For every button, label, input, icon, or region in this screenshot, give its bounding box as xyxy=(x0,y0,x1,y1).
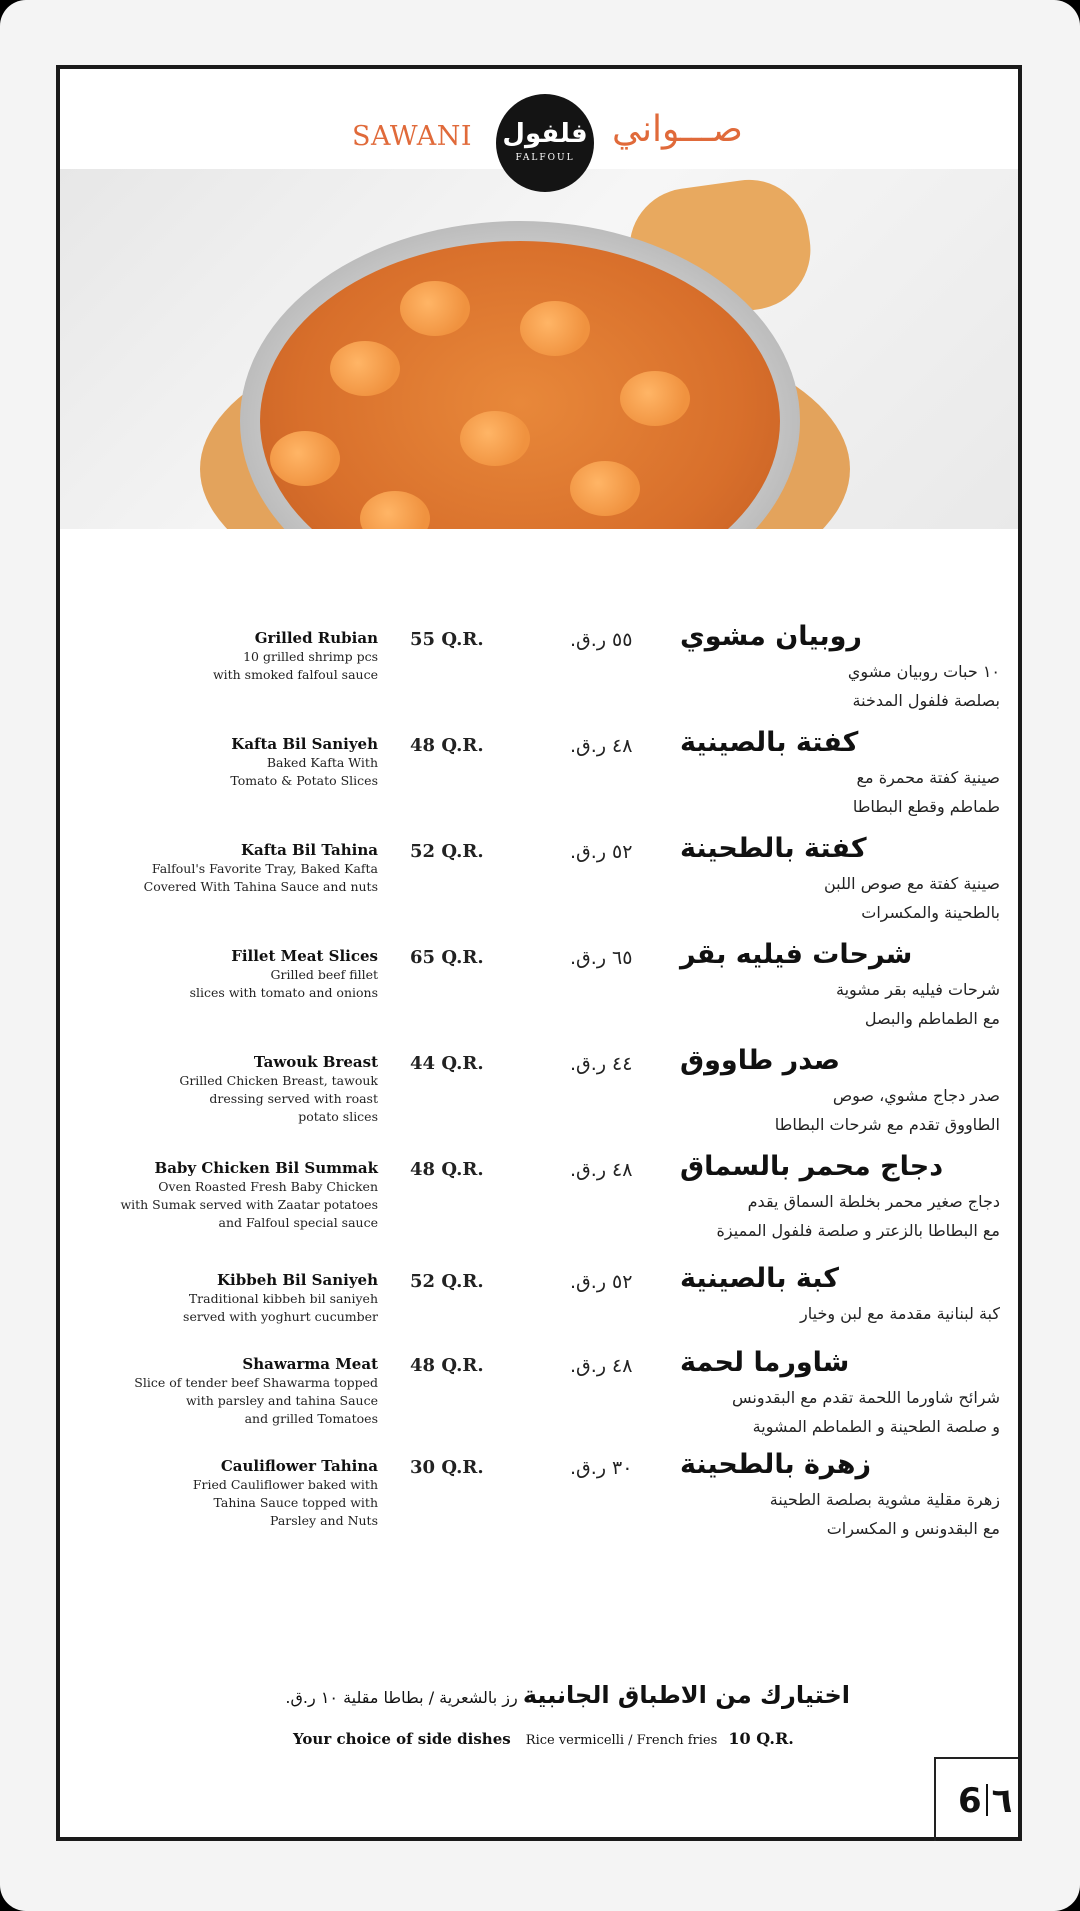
item-desc-en: Baked Kafta With Tomato & Potato Slices xyxy=(230,755,378,788)
item-price-ar: ٦٥ ر.ق. xyxy=(570,947,633,969)
item-name-ar: شاورما لحمة xyxy=(680,1347,850,1378)
item-name-ar: كبة بالصينية xyxy=(680,1263,839,1294)
item-price-en: 30 Q.R. xyxy=(410,1457,484,1478)
page-number-en: 6 xyxy=(958,1781,982,1821)
page-number xyxy=(958,1781,1012,1821)
menu-frame xyxy=(56,65,1022,1841)
item-price-ar: ٤٨ ر.ق. xyxy=(570,1159,633,1181)
item-name-en: Cauliflower Tahina xyxy=(220,1457,378,1475)
item-price-en: 48 Q.R. xyxy=(410,735,484,756)
shrimp-piece xyxy=(270,431,340,486)
item-price-en: 52 Q.R. xyxy=(410,841,484,862)
item-name-en: Kibbeh Bil Saniyeh xyxy=(216,1271,378,1289)
item-name-ar: روبيان مشوي xyxy=(680,621,862,652)
item-desc-en: Oven Roasted Fresh Baby Chicken with Sumak served with Zaatar potatoes and Falfoul special sauce xyxy=(120,1179,378,1230)
item-desc-ar: صينية كفتة مع صوص اللبن بالطحينة والمكسرات xyxy=(823,874,1000,922)
page-number-box xyxy=(934,1757,1018,1841)
item-desc-en: Grilled beef fillet slices with tomato and onions xyxy=(189,967,378,1000)
item-price-ar: ٥٢ ر.ق. xyxy=(570,841,633,863)
shrimp-piece xyxy=(620,371,690,426)
item-price-ar: ٤٨ ر.ق. xyxy=(570,1355,633,1377)
side-dishes-options-en: Rice vermicelli / French fries xyxy=(525,1733,718,1748)
item-name-ar: دجاج محمر بالسماق xyxy=(680,1151,944,1182)
item-price-en: 52 Q.R. xyxy=(410,1271,484,1292)
falfoul-logo xyxy=(496,94,594,192)
shrimp-piece xyxy=(460,411,530,466)
item-desc-ar: شرائح شاورما اللحمة تقدم مع البقدونس و صلصة الطحينة و الطماطم المشوية xyxy=(732,1388,1000,1436)
shrimp-piece xyxy=(330,341,400,396)
item-desc-en: Grilled Chicken Breast, tawouk dressing served with roast potato slices xyxy=(179,1073,378,1124)
item-desc-en: Falfoul's Favorite Tray, Baked Kafta Covered With Tahina Sauce and nuts xyxy=(143,861,378,894)
page-number-divider xyxy=(986,1784,988,1816)
item-desc-ar: ١٠ حبات روبيان مشوي بصلصة فلفول المدخنة xyxy=(847,662,1000,710)
item-name-en: Kafta Bil Tahina xyxy=(240,841,378,859)
section-title-ar: صـــواني xyxy=(612,109,743,150)
item-desc-ar: دجاج صغير محمر بخلطة السماق يقدم مع البطاطا بالزعتر و صلصة فلفول المميزة xyxy=(716,1192,1000,1240)
item-name-en: Grilled Rubian xyxy=(254,629,378,647)
item-name-en: Baby Chicken Bil Summak xyxy=(154,1159,378,1177)
item-desc-ar: صينية كفتة محمرة مع طماطم وقطع البطاطا xyxy=(852,768,1000,816)
logo-text-ar: فلفول xyxy=(502,119,588,149)
item-name-ar: شرحات فيليه بقر xyxy=(680,939,913,970)
side-dishes-price-en: 10 Q.R. xyxy=(728,1729,794,1748)
logo-text-en: FALFOUL xyxy=(515,153,575,163)
item-name-en: Kafta Bil Saniyeh xyxy=(231,735,378,753)
item-name-ar: زهرة بالطحينة xyxy=(680,1449,871,1480)
shrimp-piece xyxy=(360,491,430,529)
section-title-en: SAWANI xyxy=(352,121,473,152)
side-dishes-title-en: Your choice of side dishes xyxy=(293,1730,511,1748)
item-desc-en: 10 grilled shrimp pcs with smoked falfoul sauce xyxy=(212,649,378,682)
item-price-ar: ٤٨ ر.ق. xyxy=(570,735,633,757)
item-price-en: 55 Q.R. xyxy=(410,629,484,650)
item-price-en: 44 Q.R. xyxy=(410,1053,484,1074)
page-number-ar: ٦ xyxy=(991,1781,1013,1821)
shrimp-piece xyxy=(400,281,470,336)
item-name-ar: كفتة بالصينية xyxy=(680,727,859,758)
item-name-en: Tawouk Breast xyxy=(253,1053,378,1071)
side-dishes-ar xyxy=(200,1681,850,1709)
shrimp-piece xyxy=(570,461,640,516)
item-desc-ar: زهرة مقلية مشوية بصلصة الطحينة مع البقدونس و المكسرات xyxy=(769,1490,1000,1538)
item-name-ar: صدر طاووق xyxy=(680,1045,840,1076)
item-price-ar: ٣٠ ر.ق. xyxy=(570,1457,633,1479)
item-price-ar: ٥٢ ر.ق. xyxy=(570,1271,633,1293)
section-header xyxy=(60,69,1018,169)
item-price-en: 65 Q.R. xyxy=(410,947,484,968)
dish-photo xyxy=(60,169,1018,529)
side-dishes-options-ar: رز بالشعرية / بطاطا مقلية ١٠ ر.ق. xyxy=(285,1688,518,1707)
item-desc-ar: شرحات فيليه بقر مشوية مع الطماطم والبصل xyxy=(835,980,1000,1028)
item-name-en: Fillet Meat Slices xyxy=(231,947,378,965)
item-desc-en: Traditional kibbeh bil saniyeh served with yoghurt cucumber xyxy=(183,1291,378,1324)
item-desc-ar: كبة لبنانية مقدمة مع لبن وخيار xyxy=(800,1304,1000,1323)
item-price-ar: ٥٥ ر.ق. xyxy=(570,629,633,651)
shrimp-piece xyxy=(520,301,590,356)
item-price-en: 48 Q.R. xyxy=(410,1159,484,1180)
side-dishes-en xyxy=(293,1729,794,1748)
item-price-ar: ٤٤ ر.ق. xyxy=(570,1053,633,1075)
side-dishes-title-ar: اختيارك من الاطباق الجانبية xyxy=(522,1681,850,1709)
item-desc-en: Fried Cauliflower baked with Tahina Sauce topped with Parsley and Nuts xyxy=(192,1477,378,1528)
item-name-en: Shawarma Meat xyxy=(242,1355,378,1373)
item-desc-en: Slice of tender beef Shawarma topped with parsley and tahina Sauce and grilled Tomatoes xyxy=(134,1375,378,1426)
item-desc-ar: صدر دجاج مشوي، صوص الطاووق تقدم مع شرحات البطاطا xyxy=(774,1086,1000,1134)
item-price-en: 48 Q.R. xyxy=(410,1355,484,1376)
item-name-ar: كفتة بالطحينة xyxy=(680,833,867,864)
